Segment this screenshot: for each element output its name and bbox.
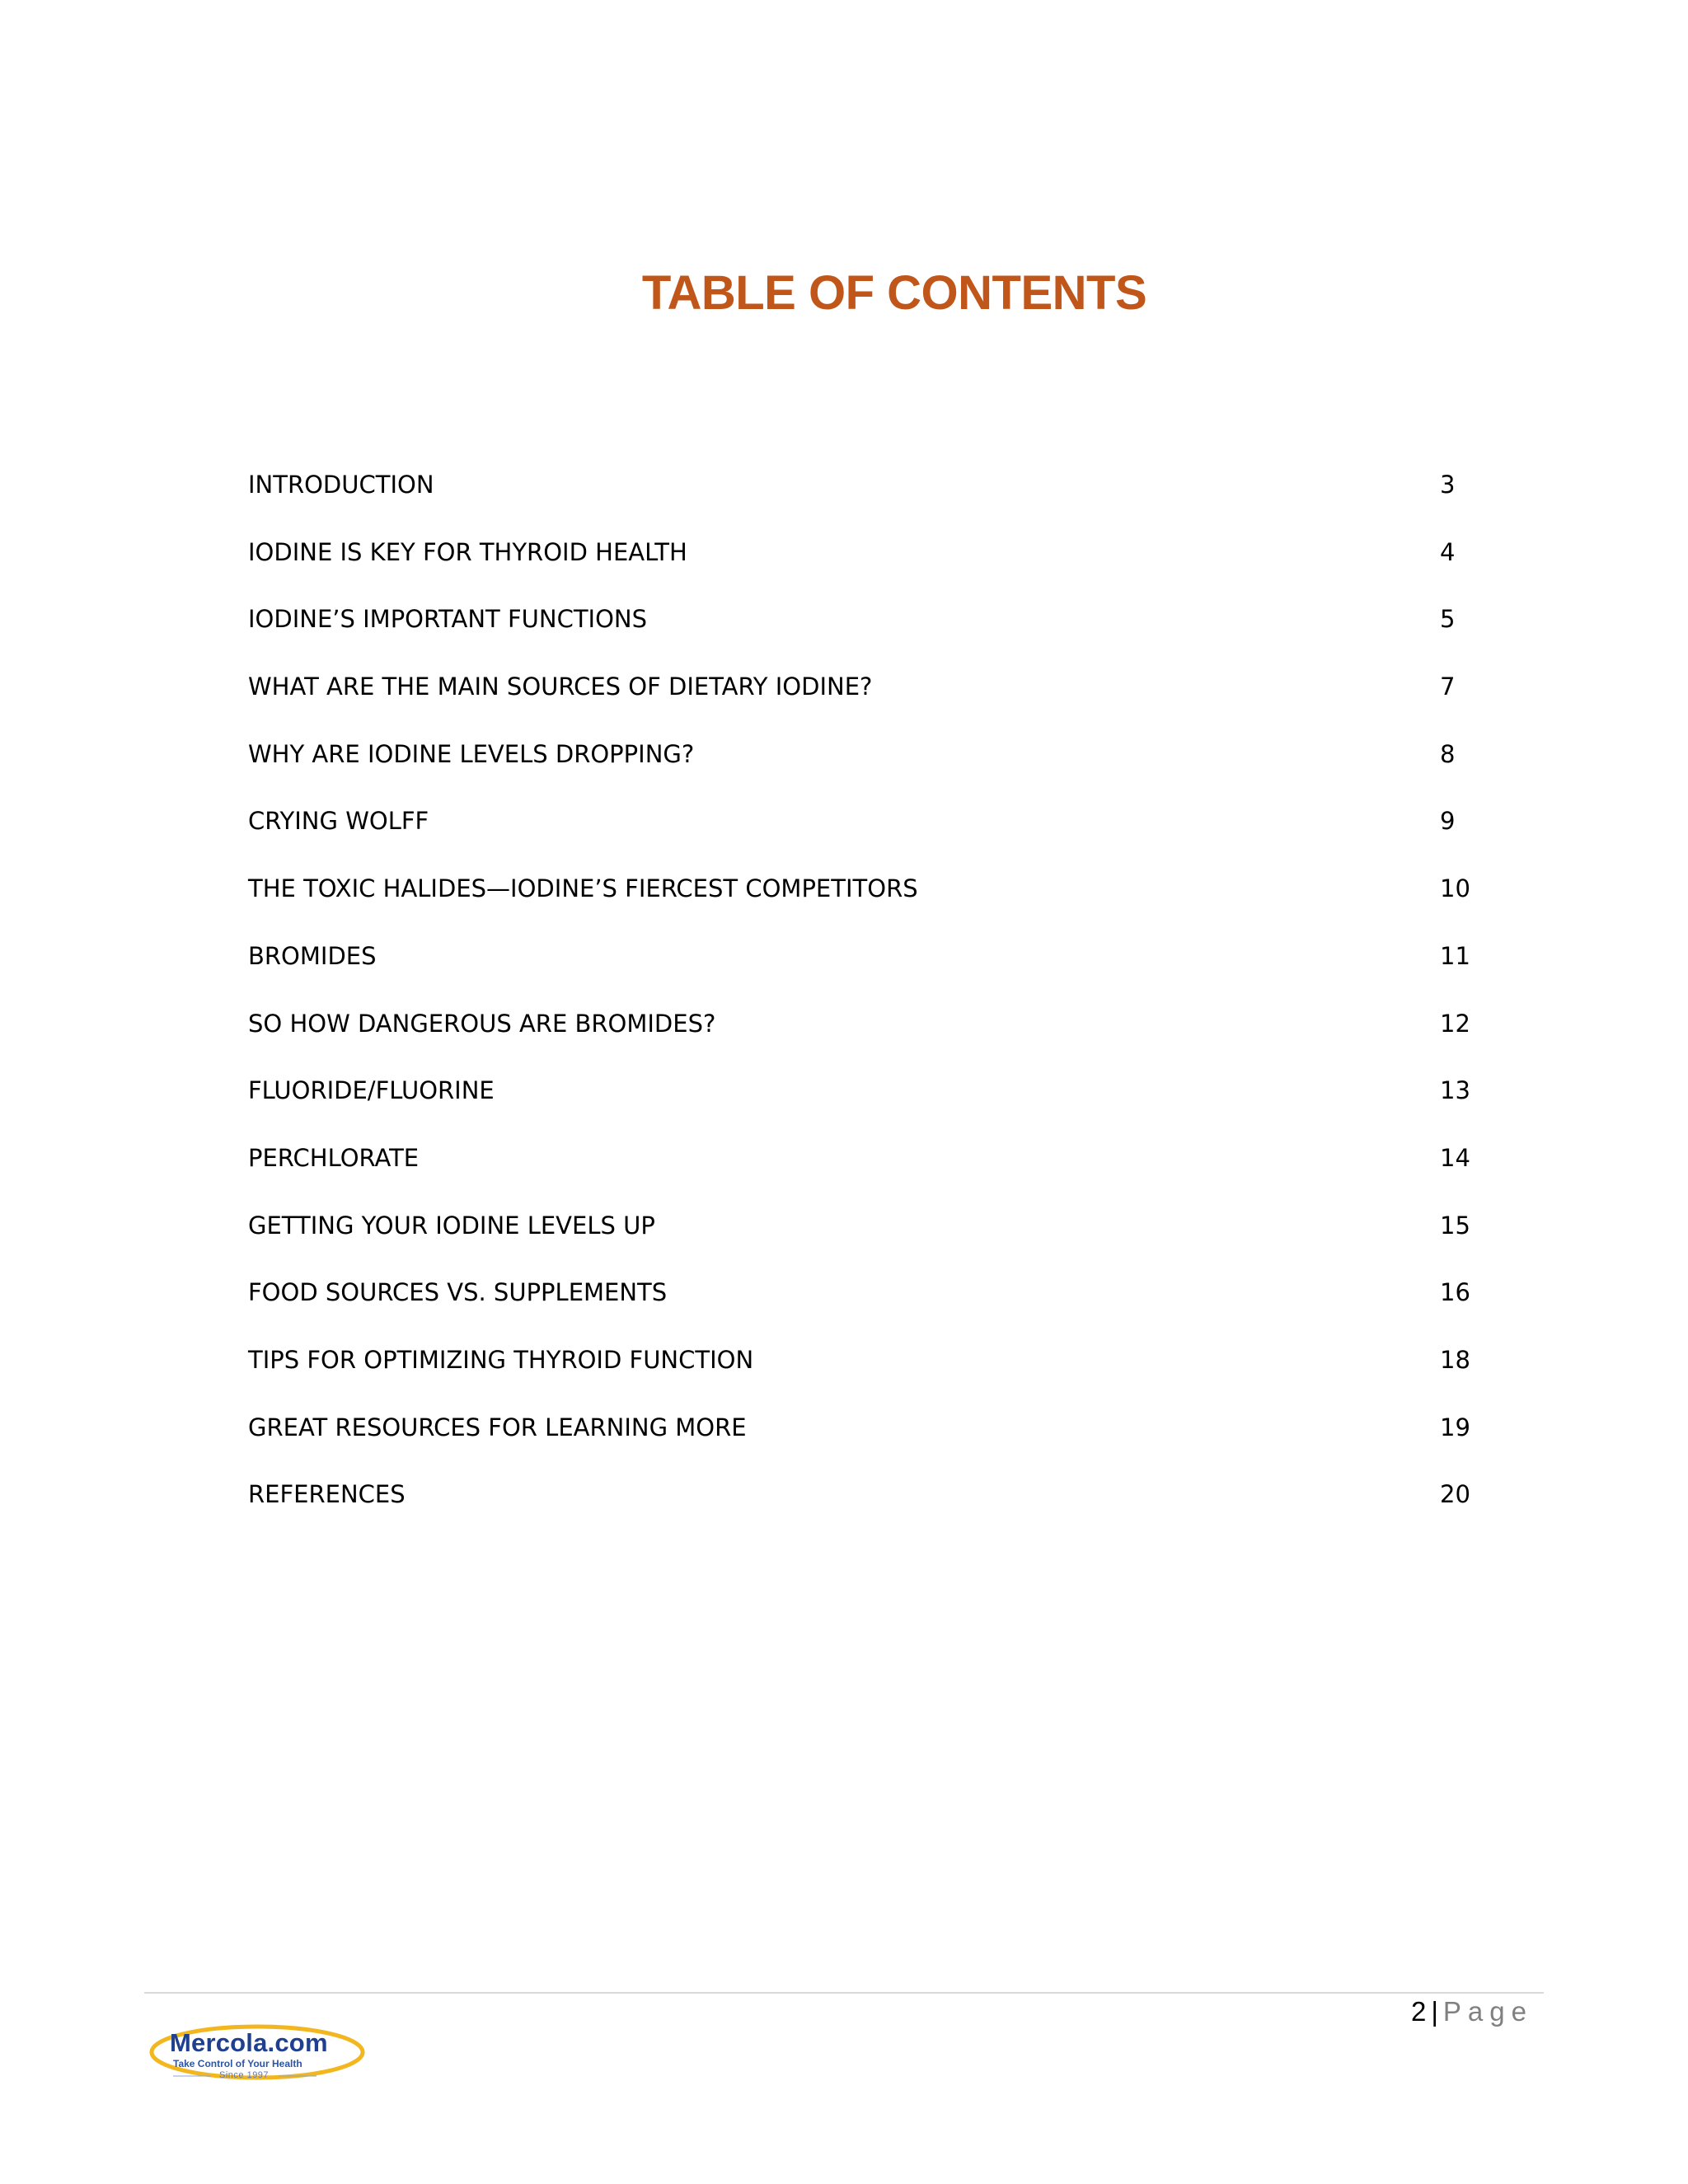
toc-entry-page-number: 11: [1440, 941, 1470, 970]
toc-entry-title: IODINE’S IMPORTANT FUNCTIONS: [248, 605, 648, 634]
toc-entry-title: GETTING YOUR IODINE LEVELS UP: [248, 1211, 655, 1240]
toc-entry-page-number: 4: [1440, 537, 1456, 566]
page-number-separator: |: [1431, 1996, 1438, 2027]
toc-entry: [248, 1474, 1468, 1541]
toc-entry: [248, 1205, 1468, 1272]
toc-entry-title: PERCHLORATE: [248, 1143, 420, 1172]
toc-entry-page-number: 9: [1440, 807, 1456, 836]
footer-divider: [144, 1992, 1544, 1994]
toc-entry: [248, 868, 1468, 935]
toc-entry-page-number: 7: [1440, 673, 1456, 701]
toc-entry: [248, 935, 1468, 1003]
toc-list: [248, 464, 1468, 1541]
toc-entry-page-number: 12: [1440, 1009, 1470, 1038]
toc-entry-page-number: 15: [1440, 1211, 1470, 1240]
toc-entry-title: TIPS FOR OPTIMIZING THYROID FUNCTION: [248, 1345, 754, 1374]
toc-entry-title: FOOD SOURCES VS. SUPPLEMENTS: [248, 1278, 668, 1307]
page-word-label: Page: [1442, 1996, 1533, 2027]
toc-entry: [248, 733, 1468, 801]
toc-entry-page-number: 16: [1440, 1278, 1470, 1307]
toc-entry: [248, 598, 1468, 666]
toc-entry-title: INTRODUCTION: [248, 471, 434, 499]
toc-entry: [248, 1272, 1468, 1339]
toc-entry: [248, 1070, 1468, 1137]
toc-entry-title: FLUORIDE/FLUORINE: [248, 1076, 495, 1105]
toc-entry: [248, 666, 1468, 733]
toc-title: TABLE OF CONTENTS: [641, 266, 1147, 320]
toc-entry-page-number: 8: [1440, 739, 1456, 768]
toc-entry: [248, 1003, 1468, 1071]
toc-entry: [248, 1407, 1468, 1474]
logo-tagline: Take Control of Your Health: [173, 2058, 302, 2069]
footer-page-number: [1401, 1994, 1533, 2029]
toc-entry-page-number: 10: [1440, 874, 1470, 903]
toc-entry-title: IODINE IS KEY FOR THYROID HEALTH: [248, 537, 687, 566]
toc-entry: [248, 464, 1468, 532]
page-number-value: 2: [1410, 1996, 1427, 2027]
mercola-logo: [147, 2021, 371, 2087]
toc-entry-page-number: 13: [1440, 1076, 1470, 1105]
toc-entry-title: GREAT RESOURCES FOR LEARNING MORE: [248, 1413, 747, 1441]
toc-entry: [248, 1339, 1468, 1407]
toc-entry-title: THE TOXIC HALIDES—IODINE’S FIERCEST COMPETITORS: [248, 874, 918, 903]
logo-name: Mercola.com: [170, 2028, 328, 2057]
toc-entry-page-number: 14: [1440, 1143, 1470, 1172]
toc-entry-page-number: 20: [1440, 1480, 1470, 1509]
toc-entry-title: BROMIDES: [248, 941, 377, 970]
toc-entry-page-number: 3: [1440, 471, 1456, 499]
toc-entry-page-number: 18: [1440, 1345, 1470, 1374]
toc-entry-title: CRYING WOLFF: [248, 807, 429, 836]
logo-since: Since 1997: [219, 2070, 270, 2080]
toc-entry-page-number: 19: [1440, 1413, 1470, 1441]
toc-entry: [248, 1137, 1468, 1205]
toc-entry-page-number: 5: [1440, 605, 1456, 634]
toc-entry-title: WHAT ARE THE MAIN SOURCES OF DIETARY IODINE?: [248, 673, 873, 701]
toc-entry-title: WHY ARE IODINE LEVELS DROPPING?: [248, 739, 695, 768]
toc-entry: [248, 532, 1468, 599]
toc-entry-title: SO HOW DANGEROUS ARE BROMIDES?: [248, 1009, 716, 1038]
toc-entry: [248, 800, 1468, 868]
toc-entry-title: REFERENCES: [248, 1480, 406, 1509]
